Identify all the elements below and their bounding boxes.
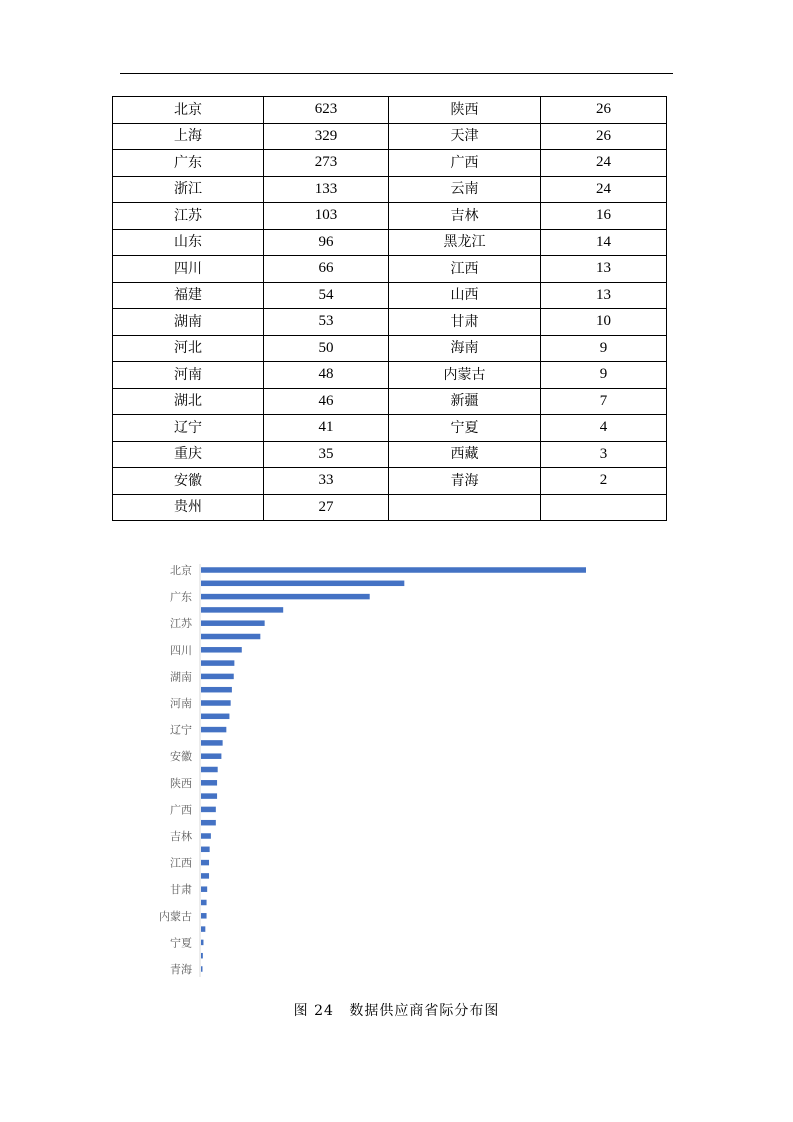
table-row [113, 309, 667, 336]
bar-河北 [201, 687, 232, 693]
count-cell: 133 [264, 176, 389, 203]
bar-山东 [201, 634, 260, 640]
bar-江西 [201, 860, 209, 866]
bar-甘肃 [201, 886, 207, 892]
province-cell: 内蒙古 [389, 362, 541, 389]
count-cell [541, 494, 667, 521]
y-tick-label: 吉林 [170, 830, 192, 843]
province-cell: 西藏 [389, 441, 541, 468]
y-tick-label: 广东 [170, 590, 192, 604]
count-cell: 41 [264, 415, 389, 442]
count-cell: 329 [264, 123, 389, 150]
table-row [113, 203, 667, 230]
province-cell: 北京 [113, 97, 264, 124]
bar-浙江 [201, 607, 283, 613]
count-cell: 14 [541, 229, 667, 256]
province-cell: 浙江 [113, 176, 264, 203]
province-cell: 辽宁 [113, 415, 264, 442]
bar-宁夏 [201, 940, 203, 946]
count-cell: 50 [264, 335, 389, 362]
table-row [113, 494, 667, 521]
province-cell: 新疆 [389, 388, 541, 415]
count-cell: 9 [541, 362, 667, 389]
count-cell: 13 [541, 256, 667, 283]
count-cell: 273 [264, 150, 389, 177]
table-row [113, 468, 667, 495]
bar-黑龙江 [201, 847, 210, 853]
bar-广东 [201, 594, 370, 600]
table-row [113, 176, 667, 203]
bar-内蒙古 [201, 913, 207, 919]
province-supplier-table [112, 96, 667, 521]
count-cell: 35 [264, 441, 389, 468]
y-tick-label: 内蒙古 [159, 909, 192, 923]
y-tick-label: 辽宁 [170, 723, 192, 737]
province-cell: 广西 [389, 150, 541, 177]
bar-湖北 [201, 714, 229, 720]
province-cell: 广东 [113, 150, 264, 177]
count-cell: 4 [541, 415, 667, 442]
bar-天津 [201, 793, 217, 799]
count-cell: 24 [541, 150, 667, 177]
bar-吉林 [201, 833, 211, 839]
count-cell: 623 [264, 97, 389, 124]
figure-label: 图 24 [293, 1003, 334, 1019]
y-tick-label: 湖南 [170, 670, 192, 684]
y-tick-label: 北京 [170, 564, 192, 577]
bar-福建 [201, 660, 234, 666]
bar-海南 [201, 900, 207, 906]
province-cell: 湖南 [113, 309, 264, 336]
count-cell: 9 [541, 335, 667, 362]
bar-四川 [201, 647, 242, 653]
table-row [113, 441, 667, 468]
province-cell: 安徽 [113, 468, 264, 495]
count-cell: 66 [264, 256, 389, 283]
count-cell: 33 [264, 468, 389, 495]
bar-西藏 [201, 953, 203, 959]
count-cell: 96 [264, 229, 389, 256]
table-row [113, 97, 667, 124]
bar-chart-svg [120, 552, 680, 982]
bar-陕西 [201, 780, 217, 786]
province-cell: 宁夏 [389, 415, 541, 442]
count-cell: 13 [541, 282, 667, 309]
bar-山西 [201, 873, 209, 879]
bar-上海 [201, 581, 404, 587]
count-cell: 27 [264, 494, 389, 521]
table-row [113, 362, 667, 389]
count-cell: 26 [541, 97, 667, 124]
count-cell: 26 [541, 123, 667, 150]
y-tick-label: 广西 [170, 803, 192, 817]
bar-河南 [201, 700, 231, 706]
province-cell: 黑龙江 [389, 229, 541, 256]
bar-江苏 [201, 620, 265, 626]
province-cell: 吉林 [389, 203, 541, 230]
count-cell: 54 [264, 282, 389, 309]
province-cell: 山东 [113, 229, 264, 256]
y-tick-label: 河南 [170, 697, 192, 710]
table-row [113, 388, 667, 415]
province-cell: 河南 [113, 362, 264, 389]
province-cell: 上海 [113, 123, 264, 150]
province-cell: 山西 [389, 282, 541, 309]
count-cell: 7 [541, 388, 667, 415]
table-row [113, 123, 667, 150]
province-cell [389, 494, 541, 521]
province-cell: 贵州 [113, 494, 264, 521]
table-row [113, 415, 667, 442]
bar-新疆 [201, 926, 205, 932]
y-tick-label: 青海 [170, 963, 192, 976]
bar-湖南 [201, 674, 234, 680]
table-row [113, 229, 667, 256]
figure-title: 数据供应商省际分布图 [349, 1003, 500, 1019]
count-cell: 24 [541, 176, 667, 203]
bar-安徽 [201, 753, 221, 759]
table-row [113, 150, 667, 177]
table-row [113, 335, 667, 362]
province-cell: 福建 [113, 282, 264, 309]
bar-辽宁 [201, 727, 226, 733]
count-cell: 2 [541, 468, 667, 495]
y-tick-label: 四川 [170, 643, 192, 657]
province-cell: 青海 [389, 468, 541, 495]
province-cell: 云南 [389, 176, 541, 203]
count-cell: 10 [541, 309, 667, 336]
figure-caption [0, 1000, 793, 1020]
bar-北京 [201, 567, 586, 573]
province-cell: 海南 [389, 335, 541, 362]
bar-重庆 [201, 740, 223, 746]
header-rule [120, 73, 673, 74]
province-cell: 河北 [113, 335, 264, 362]
count-cell: 103 [264, 203, 389, 230]
y-tick-label: 陕西 [170, 776, 192, 790]
bar-青海 [201, 966, 203, 972]
bar-贵州 [201, 767, 218, 773]
y-tick-label: 安徽 [170, 750, 192, 764]
bar-广西 [201, 807, 216, 813]
count-cell: 16 [541, 203, 667, 230]
y-tick-label: 甘肃 [170, 883, 192, 897]
province-cell: 重庆 [113, 441, 264, 468]
province-cell: 四川 [113, 256, 264, 283]
y-tick-label: 江苏 [170, 617, 192, 631]
count-cell: 3 [541, 441, 667, 468]
table-row [113, 282, 667, 309]
province-cell: 天津 [389, 123, 541, 150]
y-tick-label: 江西 [170, 856, 192, 870]
table-row [113, 256, 667, 283]
y-tick-label: 宁夏 [170, 936, 192, 950]
count-cell: 46 [264, 388, 389, 415]
province-cell: 陕西 [389, 97, 541, 124]
province-bar-chart [120, 552, 680, 982]
count-cell: 53 [264, 309, 389, 336]
count-cell: 48 [264, 362, 389, 389]
province-cell: 湖北 [113, 388, 264, 415]
province-cell: 江苏 [113, 203, 264, 230]
bar-云南 [201, 820, 216, 826]
province-cell: 甘肃 [389, 309, 541, 336]
province-cell: 江西 [389, 256, 541, 283]
